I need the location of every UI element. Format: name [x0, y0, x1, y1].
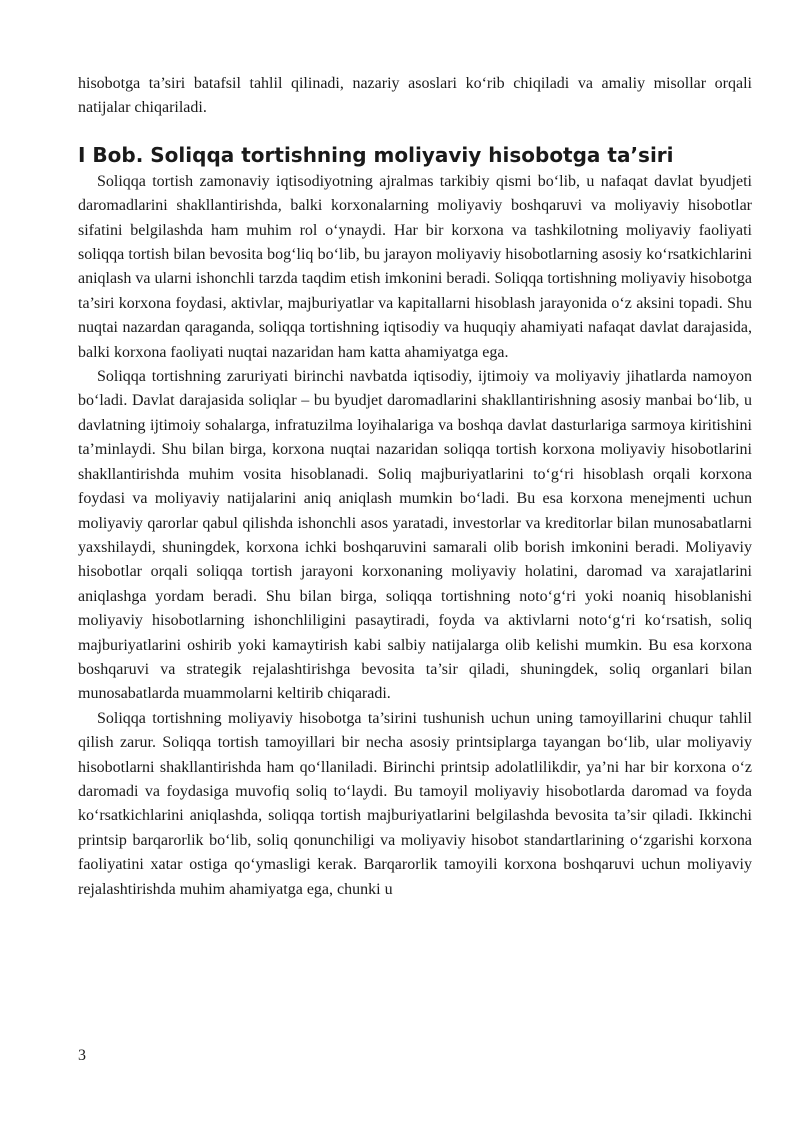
body-paragraph-2: Soliqqa tortishning zaruriyati birinchi navbatda iqtisodiy, ijtimoiy va moliyaviy jihatlarda namoyon bo‘ladi. Davlat darajasida soliqlar – bu byudjet daromadlarini shakllantirishning asosiy manbai bo‘lib, u davlatning ijtimoiy sohalarga, infratuzilma loyihalariga va boshqa davlat dasturlariga sarmoya kiritishini ta’minlaydi. Shu bilan birga, korxona nuqtai nazaridan soliqqa tortish korxona moliyaviy hisobotlarini shakllantirishda muhim vosita hisoblanadi. Soliq majburiyatlarini to‘g‘ri hisoblash orqali korxona foydasi va moliyaviy natijalarini aniq aniqlash mumkin bo‘ladi. Bu esa korxona menejmenti uchun moliyaviy qarorlar qabul qilishda ishonchli asos yaratadi, investorlar va kreditorlar bilan munosabatlarni yaxshilaydi, shuningdek, korxona ichki boshqaruvini samarali olib borish imkonini beradi. Moliyaviy hisobotlar orqali soliqqa tortish jarayoni korxonaning moliyaviy holatini, daromad va xarajatlarini aniqlashga yordam beradi. Shu bilan birga, soliqqa tortishning noto‘g‘ri yoki noaniq hisoblanishi moliyaviy hisobotlarning ishonchliligini pasaytiradi, foyda va aktivlarni noto‘g‘ri ko‘rsatish, soliq majburiyatlarini oshirib yoki kamaytirish kabi salbiy natijalarga olib kelishi mumkin. Bu esa korxona boshqaruvi va strategik rejalashtirishga bevosita ta’sir qiladi, shuningdek, soliq organlari bilan munosabatlarda muammolarni keltirib chiqaradi. — [78, 368, 752, 703]
chapter-heading: I Bob. Soliqqa tortishning moliyaviy hisobotga ta’siri — [78, 142, 674, 167]
document-page — [78, 72, 752, 902]
intro-paragraph: hisobotga ta’siri batafsil tahlil qilinadi, nazariy asoslari ko‘rib chiqiladi va amaliy misollar orqali natijalar chiqariladi. — [78, 75, 752, 117]
body-paragraph-1: Soliqqa tortish zamonaviy iqtisodiyotning ajralmas tarkibiy qismi bo‘lib, u nafaqat davlat byudjeti daromadlarini shakllantirishda, balki korxonalarning moliyaviy boshqaruvi va moliyaviy hisobotlar sifatini belgilashda ham muhim rol o‘ynaydi. Har bir korxona va tashkilotning moliyaviy faoliyati soliqqa tortish bilan bevosita bog‘liq bo‘lib, bu jarayon moliyaviy hisobotlarning asosiy ko‘rsatkichlarini aniqlash va ularni ishonchli tarzda taqdim etish imkonini beradi. Soliqqa tortishning moliyaviy hisobotga ta’siri korxona foydasi, aktivlar, majburiyatlar va kapitallarni hisoblash jarayonida o‘z aksini topadi. Shu nuqtai nazardan qaraganda, soliqqa tortishning iqtisodiy va huquqiy ahamiyati nafaqat davlat darajasida, balki korxona faoliyati nuqtai nazaridan ham katta ahamiyatga ega. — [78, 172, 752, 361]
body-paragraph-3: Soliqqa tortishning moliyaviy hisobotga ta’sirini tushunish uchun uning tamoyillarini chuqur tahlil qilish zarur. Soliqqa tortish tamoyillari bir necha asosiy printsiplarga tayangan bo‘lib, ular moliyaviy hisobotlarni shakllantirishda ham qo‘llaniladi. Birinchi printsip adolatlilikdir, ya’ni har bir korxona o‘z daromadi va foydasiga muvofiq soliq to‘laydi. Bu tamoyil moliyaviy hisobotlarda daromad va foyda ko‘rsatkichlarini aniqlashda, soliqqa tortish majburiyatlarini belgilashda bevosita ta’sir qiladi. Ikkinchi printsip barqarorlik bo‘lib, soliq qonunchiligi va moliyaviy hisobot standartlarining o‘zgarishi korxona faoliyatini xatar ostiga qo‘ymasligi kerak. Barqarorlik tamoyili korxona boshqaruvi uchun moliyaviy rejalashtirishda muhim ahamiyatga ega, chunki u — [78, 709, 752, 898]
page-number: 3 — [78, 1047, 86, 1064]
